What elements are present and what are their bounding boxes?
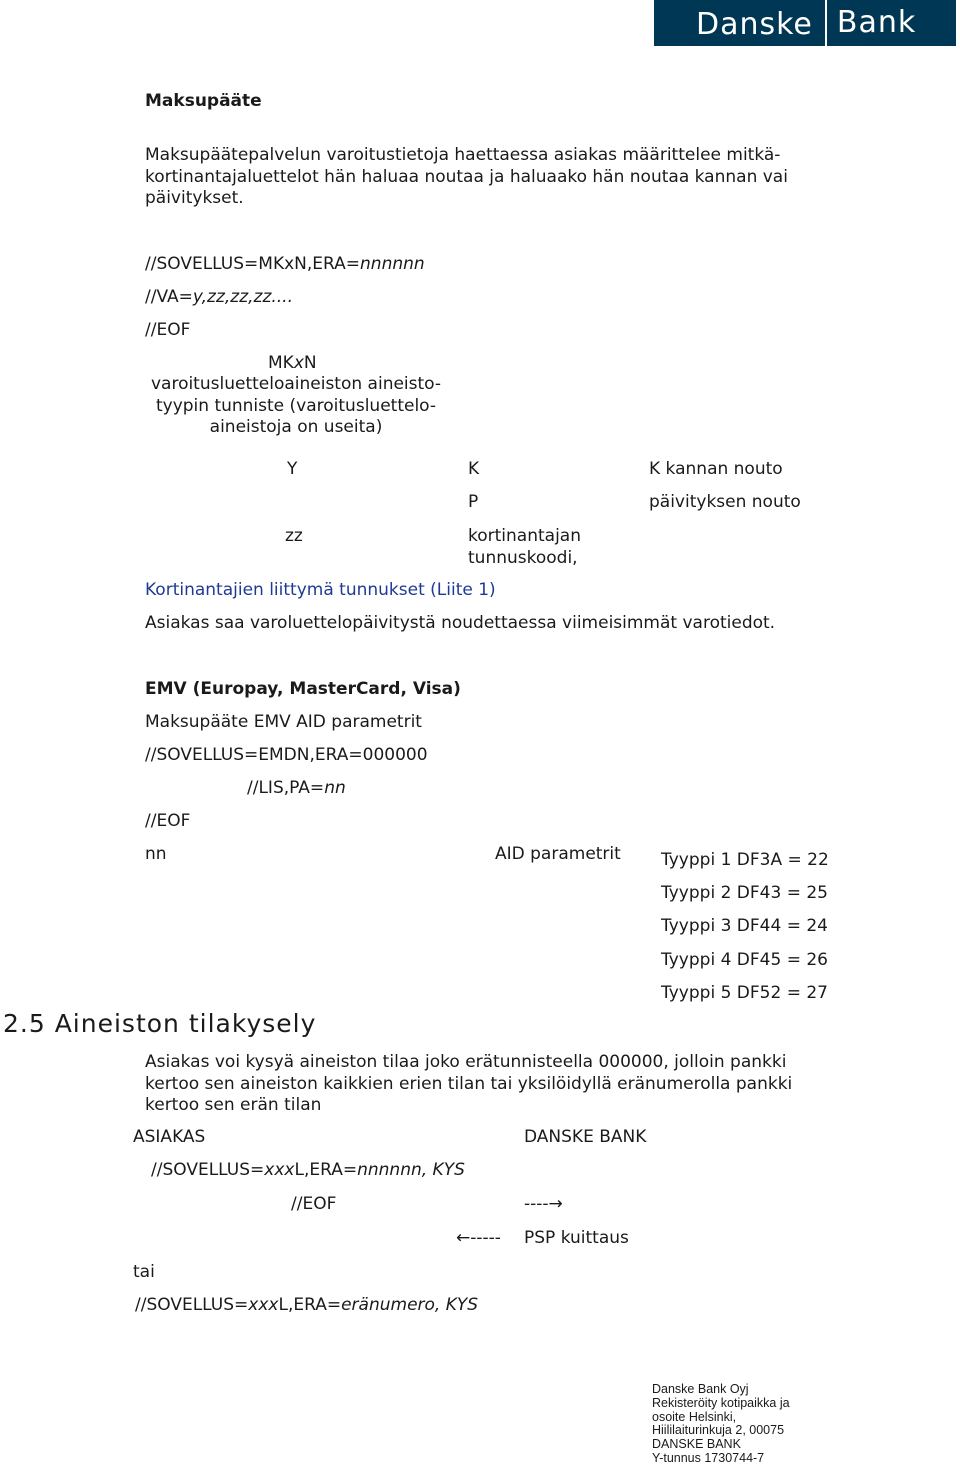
param-zz-desc: kortinantajan tunnuskoodi, xyxy=(468,526,581,568)
emv-aid-label: AID parametrit xyxy=(495,844,621,864)
mkxn-label: MKxN xyxy=(268,353,317,373)
section-title-maksupaate: Maksupääte xyxy=(145,91,262,111)
column-asiakas: ASIAKAS xyxy=(133,1127,206,1147)
code-line-sovellus-mkxn: //SOVELLUS=MKxN,ERA=nnnnnn xyxy=(145,254,425,274)
footer-line: osoite Helsinki, xyxy=(652,1409,737,1424)
company-footer xyxy=(652,1383,790,1466)
code-line-eof: //EOF xyxy=(145,320,191,340)
section-title-emv: EMV (Europay, MasterCard, Visa) xyxy=(145,679,461,699)
emv-type-item: Tyyppi 1 DF3A = 22 xyxy=(661,850,829,870)
column-danske-bank: DANSKE BANK xyxy=(524,1127,647,1147)
emv-type-item: Tyyppi 2 DF43 = 25 xyxy=(661,883,828,904)
code-line-emv-eof: //EOF xyxy=(145,811,191,831)
logo-word-danske: Danske xyxy=(654,0,827,46)
emv-type-item: Tyyppi 3 DF44 = 24 xyxy=(661,916,828,937)
param-k-label: K xyxy=(468,459,480,479)
footer-line: Y-tunnus 1730744-7 xyxy=(652,1450,765,1465)
footer-line: Rekisteröity kotipaikka ja xyxy=(652,1395,790,1410)
maksupaate-intro: Maksupäätepalvelun varoitustietoja haettaessa asiakas määrittelee mitkä-kortinantajaluettelot hän haluaa noutaa ja haluaako hän noutaa kannan vai päivitykset. xyxy=(145,145,788,208)
tilakysely-intro: Asiakas voi kysyä aineiston tilaa joko erätunnisteella 000000, jolloin pankki kertoo sen aineiston kaikkien erien tilan tai yksilöidyllä eränumerolla pankki kertoo sen erän tilan xyxy=(145,1052,793,1115)
footer-line: DANSKE BANK xyxy=(652,1437,741,1452)
section-heading-tilakysely: 2.5 Aineiston tilakysely xyxy=(3,1009,317,1038)
request-eof: //EOF xyxy=(291,1194,337,1214)
param-zz-label: zz xyxy=(285,526,303,546)
param-k-desc: K kannan nouto xyxy=(649,459,783,479)
logo-word-bank: Bank xyxy=(836,5,917,40)
emv-type-item: Tyyppi 4 DF45 = 26 xyxy=(661,949,828,970)
request-line-2: //SOVELLUS=xxxL,ERA=eränumero, KYS xyxy=(135,1295,479,1315)
emv-subtitle: Maksupääte EMV AID parametrit xyxy=(145,712,422,732)
arrow-right-icon: ----→ xyxy=(524,1194,563,1214)
param-p-label: P xyxy=(468,492,479,512)
code-line-lis-pa: //LIS,PA=nn xyxy=(247,778,346,798)
request-line-1: //SOVELLUS=xxxL,ERA=nnnnnn, KYS xyxy=(151,1160,465,1180)
or-label: tai xyxy=(133,1262,155,1282)
code-line-va: //VA=y,zz,zz,zz.... xyxy=(145,287,293,307)
mkxn-description: varoitusluetteloaineiston aineisto- tyypin tunniste (varoitusluettelo- aineistoja on useita) xyxy=(150,374,442,437)
link-kortinantajien-tunnukset[interactable]: Kortinantajien liittymä tunnukset (Liite 1) xyxy=(145,580,496,600)
emv-nn-label: nn xyxy=(145,844,167,864)
emv-type-list xyxy=(661,844,829,1010)
footer-line: Hiililaiturinkuja 2, 00075 xyxy=(652,1423,785,1438)
param-y-label: Y xyxy=(287,459,298,479)
maksupaate-summary: Asiakas saa varoluettelopäivitystä noudettaessa viimeisimmät varotiedot. xyxy=(145,613,776,633)
arrow-left-icon: ←----- xyxy=(456,1228,501,1248)
code-line-sovellus-emdn: //SOVELLUS=EMDN,ERA=000000 xyxy=(145,745,428,765)
danske-bank-logo xyxy=(654,0,956,46)
param-p-desc: päivityksen nouto xyxy=(649,492,801,512)
footer-line: Danske Bank Oyj xyxy=(652,1382,749,1396)
psp-kuittaus: PSP kuittaus xyxy=(524,1228,629,1248)
emv-type-item: Tyyppi 5 DF52 = 27 xyxy=(661,982,828,1003)
